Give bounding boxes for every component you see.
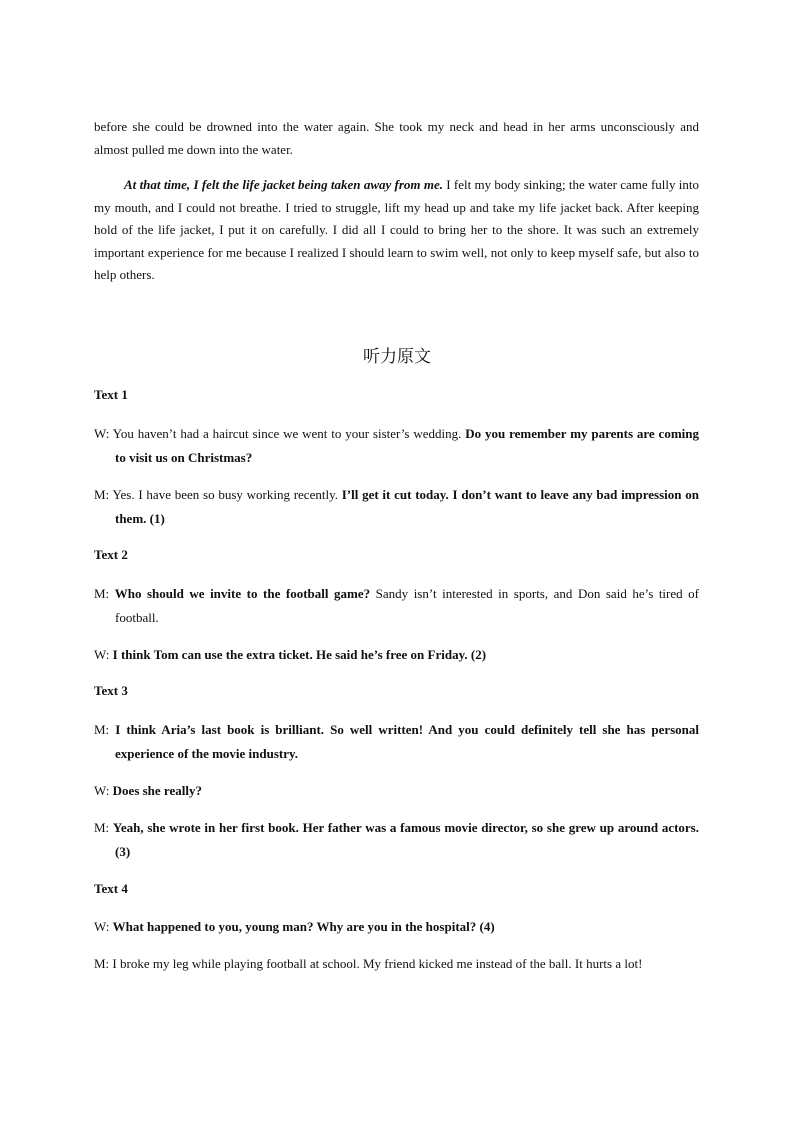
text-3-heading: Text 3 xyxy=(94,683,128,698)
line-plain: I broke my leg while playing football at school. My friend kicked me instead of the ball. It hurts a lot! xyxy=(109,956,643,971)
line-bold: Does she really? xyxy=(112,783,202,798)
text-1-heading: Text 1 xyxy=(94,387,128,402)
text-4-heading: Text 4 xyxy=(94,881,128,896)
dialogue-line xyxy=(94,915,699,939)
dialogue-line xyxy=(94,952,699,976)
story-paragraph-2 xyxy=(94,174,699,287)
line-plain: You haven’t had a haircut since we went to your sister’s wedding. xyxy=(109,426,466,441)
speaker-label: W: xyxy=(94,647,110,662)
dialogue-line xyxy=(94,816,699,864)
dialogue-line xyxy=(94,643,699,667)
story-paragraph-1 xyxy=(94,116,699,161)
dialogue-line xyxy=(94,582,699,630)
speaker-label: W: xyxy=(94,783,110,798)
story-emphasis: At that time, I felt the life jacket being taken away from me. xyxy=(124,177,443,192)
line-bold: I think Aria’s last book is brilliant. So well written! And you could definitely tell she has personal experience of the movie industry. xyxy=(115,722,700,761)
speaker-label: W: xyxy=(94,919,110,934)
line-bold: What happened to you, young man? Why are you in the hospital? (4) xyxy=(112,919,495,934)
story-paragraph-2-text: I felt my body sinking; the water came fully into my mouth, and I could not breathe. I tried to struggle, lift my head up and take my life jacket back. After keeping hold of the life jacket, I put it on carefully. I did all I could to bring her to the shore. It was such an extremely important experience for me because I realized I should learn to swim well, not only to keep myself safe, but also to help others. xyxy=(94,177,700,282)
line-bold: Yeah, she wrote in her first book. Her father was a famous movie director, so she grew up around actors. (3) xyxy=(112,820,699,859)
dialogue-line xyxy=(94,483,699,531)
line-bold: I think Tom can use the extra ticket. He said he’s free on Friday. (2) xyxy=(112,647,487,662)
dialogue-line xyxy=(94,422,699,470)
line-bold: Do you remember my parents are coming to visit us on Christmas? xyxy=(115,426,699,465)
speaker-label: M: xyxy=(94,586,110,601)
text-2-heading: Text 2 xyxy=(94,547,128,562)
story-paragraph-1-text: before she could be drowned into the water again. She took my neck and head in her arms unconsciously and almost pulled me down into the water. xyxy=(94,119,699,157)
speaker-label: W: xyxy=(94,426,110,441)
dialogue-line xyxy=(94,779,699,803)
line-bold: I’ll get it cut today. I don’t want to leave any bad impression on them. (1) xyxy=(115,487,699,526)
speaker-label: M: xyxy=(94,820,110,835)
line-bold: Who should we invite to the football game? xyxy=(114,586,371,601)
speaker-label: M: xyxy=(94,487,110,502)
line-tail: Sandy isn’t interested in sports, and Don said he’s tired of football. xyxy=(115,586,700,625)
dialogue-line xyxy=(94,718,699,766)
speaker-label: M: xyxy=(94,722,110,737)
section-title: 听力原文 xyxy=(363,347,431,367)
line-plain: Yes. I have been so busy working recently. xyxy=(109,487,342,502)
speaker-label: M: xyxy=(94,956,110,971)
